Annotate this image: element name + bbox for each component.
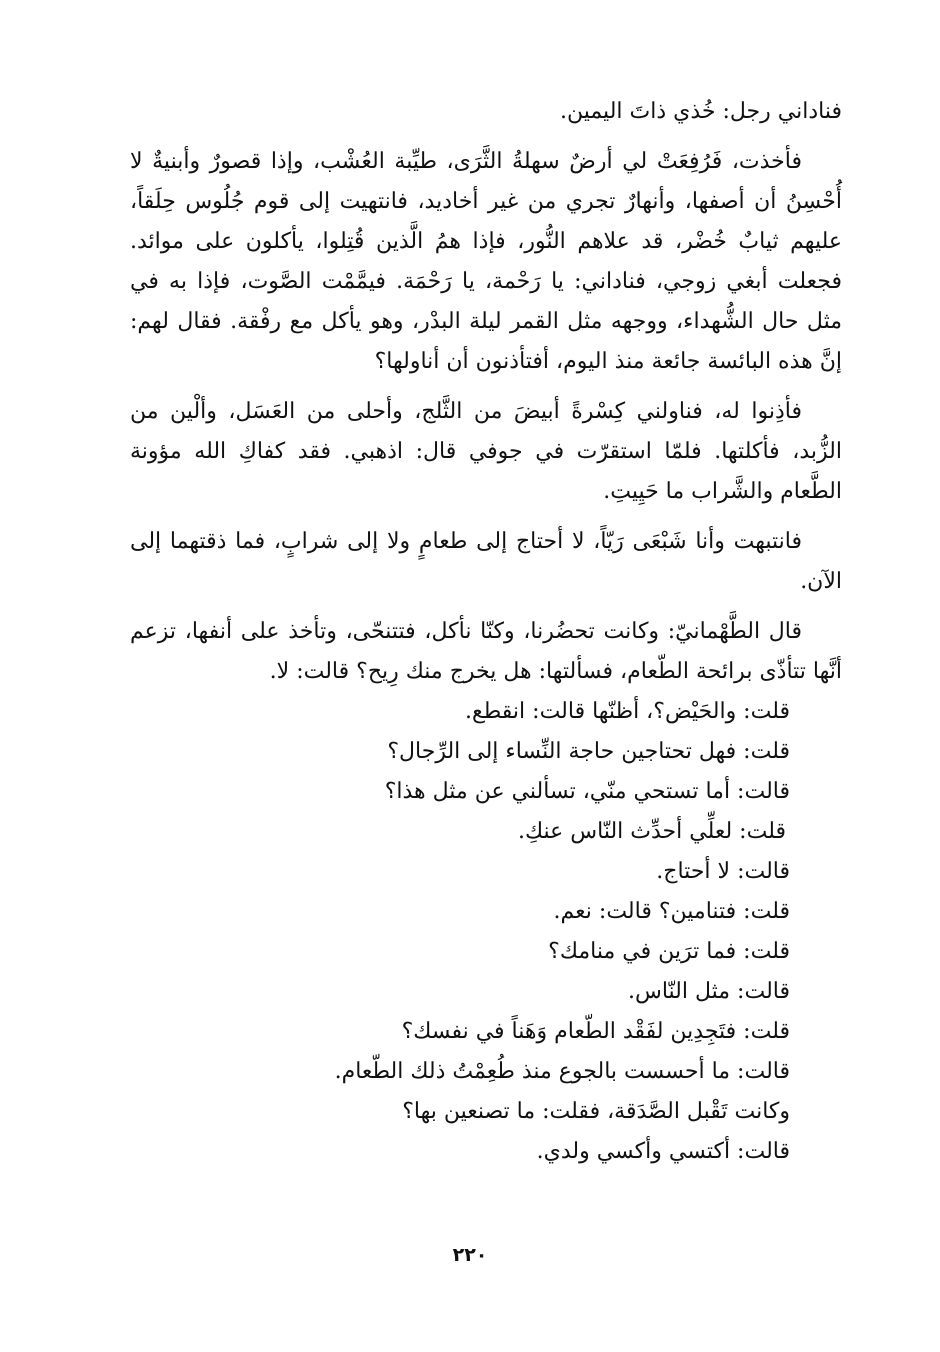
paragraph-1: فناداني رجل: خُذي ذاتَ اليمين. bbox=[559, 99, 842, 124]
dialogue-line: قلت: فتنامين؟ قالت: نعم. bbox=[553, 899, 790, 924]
dialogue-block bbox=[130, 692, 842, 1172]
dialogue-line: قلت: فما ترَين في منامك؟ bbox=[548, 939, 790, 964]
body-text bbox=[130, 92, 842, 1172]
dialogue-line: قلت: لعلِّي أحدِّث النّاس عنكِ. bbox=[517, 819, 786, 844]
dialogue-line: قلت: فتَجِدِين لفَقْد الطّعام وَهَناً في نفسك؟ bbox=[401, 1019, 790, 1044]
dialogue-line: قالت: مثل النّاس. bbox=[627, 979, 790, 1004]
dialogue-line: وكانت تَقْبل الصَّدَقة، فقلت: ما تصنعين بها؟ bbox=[402, 1099, 790, 1124]
paragraph-2: فأخذت، فَرُفِعَتْ لي أرضٌ سهلةُ الثَّرَى، طيِّبة العُشْب، وإذا قصورٌ وأبنيةٌ لا أُحْسِنُ أن أصفها، وأنهارٌ تجري من غير أخاديد، فانتهيت إلى قوم جُلُوس حِلَقاً، عليهم ثيابٌ خُضْر، قد علاهم النُّور، فإذا همُ الَّذين قُتِلوا، يأكلون على موائد. فجعلت أبغي زوجي، فناداني: يا رَحْمة، يا رَحْمَة. فيمَّمْت الصَّوت، فإذا به في مثل حال الشُّهداء، ووجهه مثل القمر ليلة البدْر، وهو يأكل مع رفْقة. فقال لهم: إنَّ هذه البائسة جائعة منذ اليوم، أفتأذنون أن أناولها؟ bbox=[130, 149, 842, 374]
paragraph-3: فأذِنوا له، فناولني كِسْرةً أبيضَ من الثَّلج، وأحلى من العَسَل، وألْين من الزُّبد، فأكلتها. فلمّا استقرّت في جوفي قال: اذهبي. فقد كفاكِ الله مؤونة الطَّعام والشَّراب ما حَيِيتِ. bbox=[130, 399, 842, 504]
page-number: ٢٢٠ bbox=[452, 1244, 488, 1266]
dialogue-line: قالت: أكتسي وأكسي ولدي. bbox=[536, 1139, 790, 1164]
dialogue-line: قالت: أما تستحي منّي، تسألني عن مثل هذا؟ bbox=[384, 779, 790, 804]
dialogue-line: قالت: لا أحتاج. bbox=[656, 859, 790, 884]
dialogue-line: قلت: فهل تحتاجين حاجة النِّساء إلى الرِّجال؟ bbox=[387, 739, 790, 764]
dialogue-line: قلت: والحَيْض؟، أظنّها قالت: انقطع. bbox=[465, 699, 790, 724]
paragraph-4: فانتبهت وأنا شَبْعَى رَيّاً، لا أحتاج إلى طعامٍ ولا إلى شرابٍ، فما ذقتهما إلى الآن. bbox=[130, 529, 842, 594]
paragraph-5: قال الطَّهْمانيّ: وكانت تحضُرنا، وكنّا نأكل، فتتنحّى، وتأخذ على أنفها، تزعم أنَّها تتأذّى برائحة الطّعام، فسألتها: هل يخرج منك رِيح؟ قالت: لا. bbox=[130, 619, 842, 684]
dialogue-line: قالت: ما أحسست بالجوع منذ طُعِمْتُ ذلك الطّعام. bbox=[334, 1059, 790, 1084]
